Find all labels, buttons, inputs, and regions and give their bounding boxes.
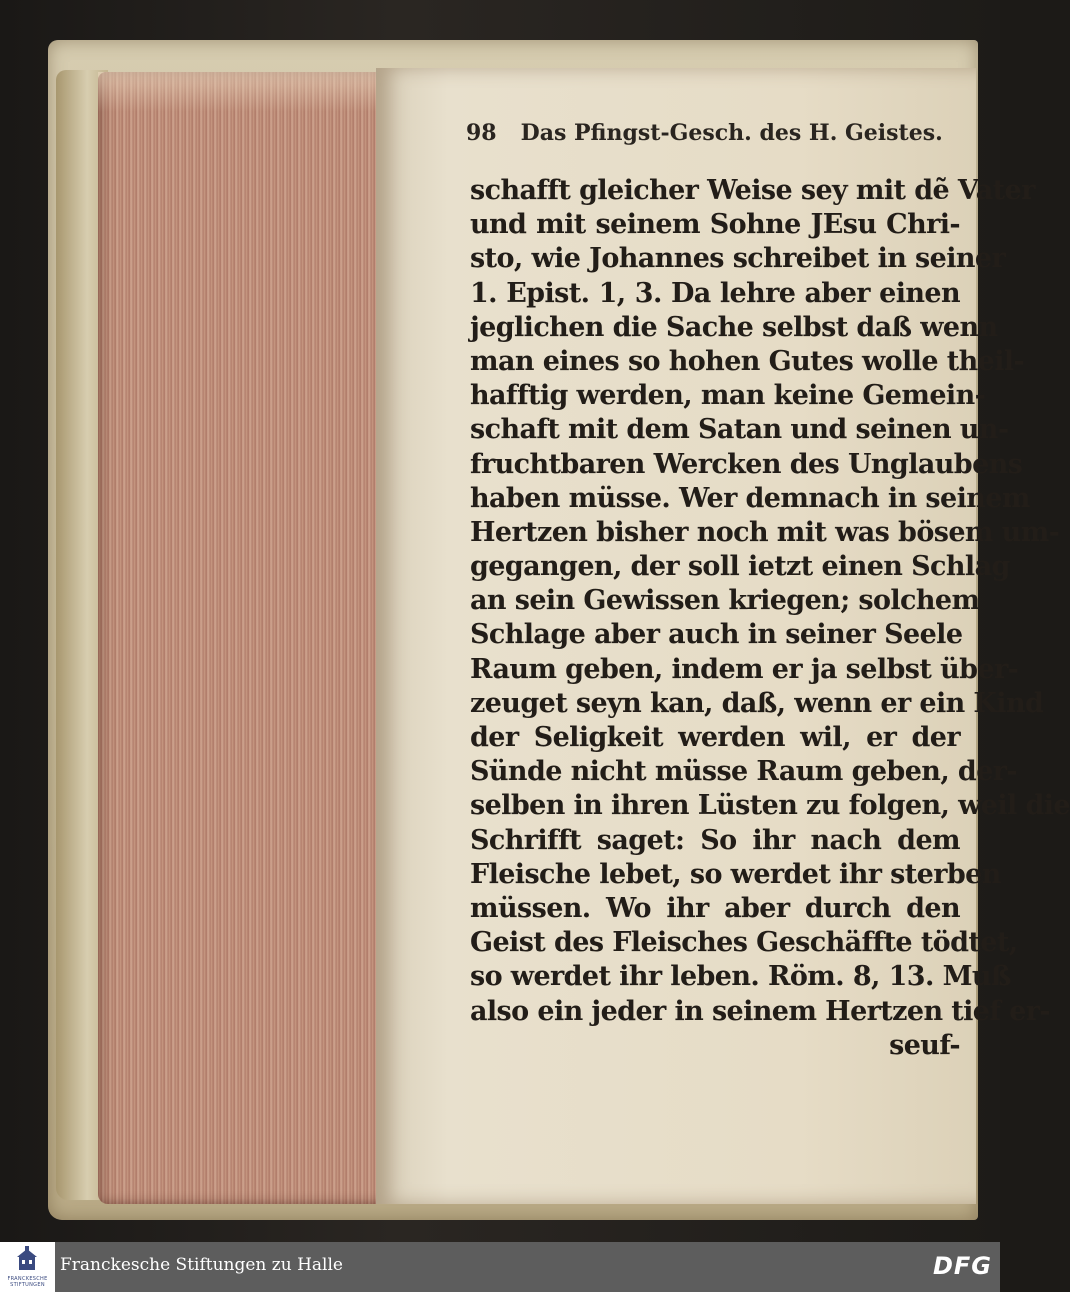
logo-caption: FRANCKESCHE STIFTUNGEN bbox=[7, 1276, 48, 1288]
text-line: und mit seinem Sohne JEsu Chri- bbox=[470, 209, 960, 241]
text-line: Geist des Fleisches Geschäffte tödtet, bbox=[470, 927, 1018, 959]
page-number: 98 bbox=[466, 120, 497, 146]
text-line: selben in ihren Lüsten zu folgen, weil die bbox=[470, 790, 1070, 822]
text-line: also ein jeder in seinem Hertzen tief er- bbox=[470, 995, 1051, 1027]
text-line: gegangen, der soll ietzt einen Schlag bbox=[470, 551, 1010, 583]
text-line: man eines so hohen Gutes wolle theil- bbox=[470, 345, 1025, 377]
text-line: an sein Gewissen kriegen; solchem bbox=[470, 585, 980, 617]
text-line: der Seligkeit werden wil, er der bbox=[470, 722, 960, 753]
text-line: sto, wie Johannes schreibet in seiner bbox=[470, 243, 1006, 275]
text-line: Schlage aber auch in seiner Seele bbox=[470, 619, 963, 651]
text-body bbox=[470, 174, 1070, 1063]
text-page bbox=[376, 68, 1070, 1204]
text-line: schaft mit dem Satan und seinen un- bbox=[470, 414, 1009, 446]
text-line: schafft gleicher Weise sey mit dẽ Vater bbox=[470, 175, 1035, 206]
text-line: Schrifft saget: So ihr nach dem bbox=[470, 824, 960, 856]
text-line: müssen. Wo ihr aber durch den bbox=[470, 892, 960, 924]
text-line: haben müsse. Wer demnach in seinem bbox=[470, 482, 1030, 514]
running-head bbox=[466, 120, 946, 146]
dfg-logo[interactable]: DFG bbox=[932, 1252, 992, 1280]
page-edges bbox=[98, 72, 398, 1204]
running-head-title: Das Pfingst-Gesch. des H. Geistes. bbox=[520, 120, 943, 146]
text-line: Fleische lebet, so werdet ihr sterben bbox=[470, 858, 1001, 890]
institution-name: Franckesche Stiftungen zu Halle bbox=[60, 1255, 343, 1275]
text-line: zeuget seyn kan, daß, wenn er ein Kind bbox=[470, 687, 1044, 719]
text-line: 1. Epist. 1, 3. Da lehre aber einen bbox=[470, 277, 960, 309]
text-line: Raum geben, indem er ja selbst über- bbox=[470, 653, 1019, 685]
catchword: seuf- bbox=[889, 1029, 960, 1061]
text-line: jeglichen die Sache selbst daß wenn bbox=[470, 311, 998, 343]
text-line: hafftig werden, man keine Gemein- bbox=[470, 380, 986, 412]
text-line: fruchtbaren Wercken des Unglaubens bbox=[470, 448, 1023, 480]
text-line: so werdet ihr leben. Röm. 8, 13. Muß bbox=[470, 961, 1011, 993]
orphanage-building-icon bbox=[14, 1246, 40, 1272]
text-line: Sünde nicht müsse Raum geben, der- bbox=[470, 756, 1018, 788]
text-line: Hertzen bisher noch mit was bösem um- bbox=[470, 516, 1060, 548]
viewer-footer bbox=[0, 1242, 1000, 1292]
institution-logo[interactable] bbox=[0, 1242, 55, 1292]
